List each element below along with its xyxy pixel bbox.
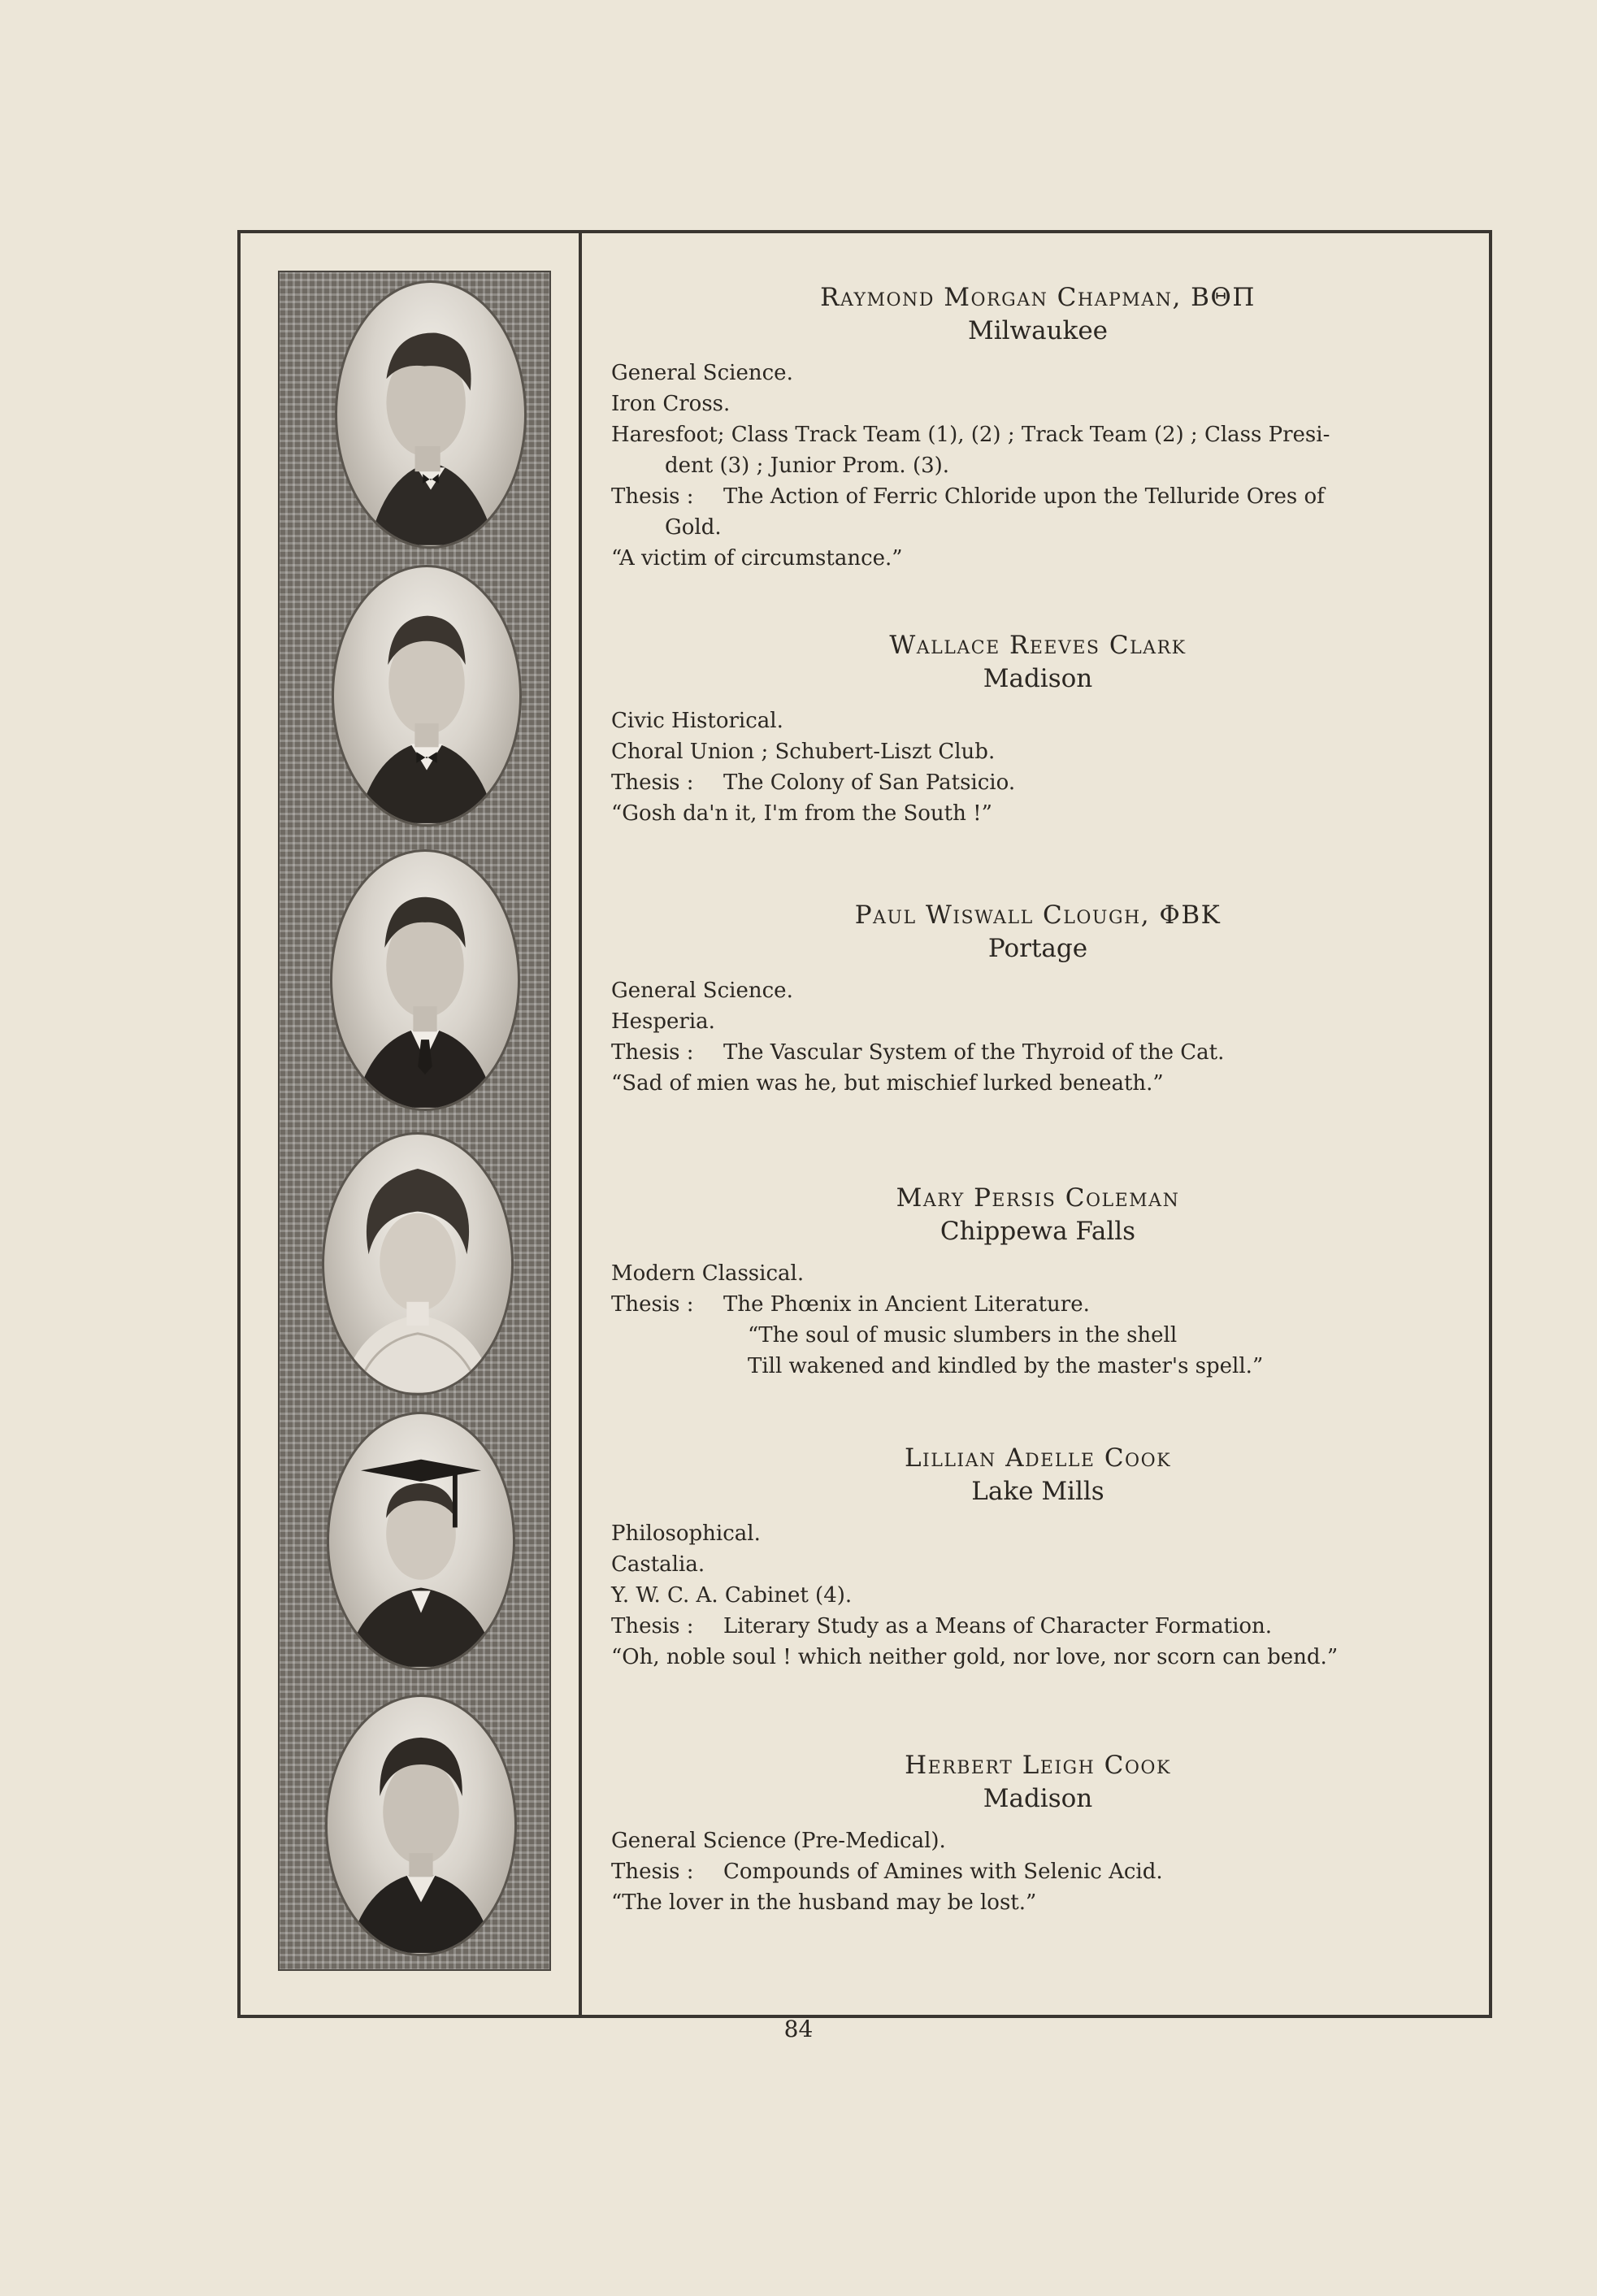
entry-quote: Till wakened and kindled by the master's spell.” <box>748 1354 1264 1378</box>
entry-chapman <box>611 281 1465 574</box>
entry-line: Choral Union ; Schubert-Liszt Club. <box>611 740 996 764</box>
thesis-row <box>611 1037 1465 1068</box>
entry-name: Lillian Adelle Cook <box>904 1443 1172 1473</box>
entry-town: Chippewa Falls <box>940 1217 1136 1246</box>
entry-town: Madison <box>983 1784 1093 1813</box>
entry-line: General Science (Pre-Medical). <box>611 1829 946 1853</box>
portrait-clough <box>330 849 520 1111</box>
thesis-title: The Action of Ferric Chloride upon the Telluride Ores of <box>723 484 1325 509</box>
entry-lillian-cook <box>611 1442 1465 1673</box>
entry-line: Hesperia. <box>611 1009 715 1034</box>
thesis-title: The Phœnix in Ancient Literature. <box>723 1292 1090 1317</box>
entry-clough <box>611 899 1465 1099</box>
entry-name: Herbert Leigh Cook <box>905 1751 1171 1780</box>
entry-line: General Science. <box>611 361 793 385</box>
thesis-row <box>611 481 1465 512</box>
entry-town: Portage <box>987 934 1088 963</box>
thesis-label: Thesis : <box>611 1860 694 1884</box>
thesis-row <box>611 1856 1465 1887</box>
portrait-strip <box>278 271 551 1971</box>
entry-name: Mary Persis Coleman <box>896 1183 1180 1213</box>
entry-quote: “Sad of mien was he, but mischief lurked beneath.” <box>611 1071 1164 1096</box>
entry-line: Castalia. <box>611 1552 705 1577</box>
entry-name: Wallace Reeves Clark <box>889 631 1187 660</box>
entry-name: Raymond Morgan Chapman, ΒΘΠ <box>820 283 1256 312</box>
entry-line: Modern Classical. <box>611 1261 805 1286</box>
entry-quote: “The lover in the husband may be lost.” <box>611 1890 1037 1915</box>
thesis-row <box>611 767 1465 798</box>
thesis-label: Thesis : <box>611 1292 694 1317</box>
entry-town: Milwaukee <box>967 316 1109 345</box>
entry-line: Philosophical. <box>611 1521 761 1546</box>
portrait-clark <box>332 565 522 827</box>
entry-town: Madison <box>983 664 1093 693</box>
portrait-lillian-cook <box>327 1412 515 1670</box>
entry-line: Y. W. C. A. Cabinet (4). <box>611 1583 853 1608</box>
entry-line: Haresfoot; Class Track Team (1), (2) ; Track Team (2) ; Class Presi- <box>611 423 1330 447</box>
thesis-title: The Colony of San Patsicio. <box>723 770 1016 795</box>
entry-herbert-cook <box>611 1749 1465 1918</box>
entry-line: Iron Cross. <box>611 392 731 416</box>
thesis-label: Thesis : <box>611 1614 694 1638</box>
entry-line: General Science. <box>611 979 793 1003</box>
portrait-chapman <box>335 280 527 549</box>
portrait-herbert-cook <box>325 1695 517 1956</box>
entry-clark <box>611 629 1465 829</box>
thesis-label: Thesis : <box>611 1040 694 1065</box>
entry-line: Civic Historical. <box>611 709 783 733</box>
thesis-row <box>611 1611 1465 1642</box>
entry-quote: “Oh, noble soul ! which neither gold, nor love, nor scorn can bend.” <box>611 1645 1339 1669</box>
entry-name: Paul Wiswall Clough, ΦΒΚ <box>854 901 1222 930</box>
thesis-title: The Vascular System of the Thyroid of the Cat. <box>723 1040 1225 1065</box>
page-number: 84 <box>783 2016 814 2042</box>
entry-town: Lake Mills <box>971 1477 1104 1506</box>
entry-quote: “A victim of circumstance.” <box>611 546 903 571</box>
thesis-continuation: Gold. <box>665 515 722 540</box>
thesis-title: Literary Study as a Means of Character Formation. <box>723 1614 1273 1638</box>
entry-line-continuation: dent (3) ; Junior Prom. (3). <box>665 454 950 478</box>
entry-quote: “The soul of music slumbers in the shell <box>748 1323 1178 1348</box>
entry-coleman <box>611 1182 1465 1382</box>
thesis-label: Thesis : <box>611 484 694 509</box>
portrait-coleman <box>322 1132 514 1395</box>
column-divider <box>579 233 582 2015</box>
entry-quote: “Gosh da'n it, I'm from the South !” <box>611 801 992 826</box>
thesis-label: Thesis : <box>611 770 694 795</box>
thesis-row <box>611 1289 1465 1320</box>
thesis-title: Compounds of Amines with Selenic Acid. <box>723 1860 1163 1884</box>
